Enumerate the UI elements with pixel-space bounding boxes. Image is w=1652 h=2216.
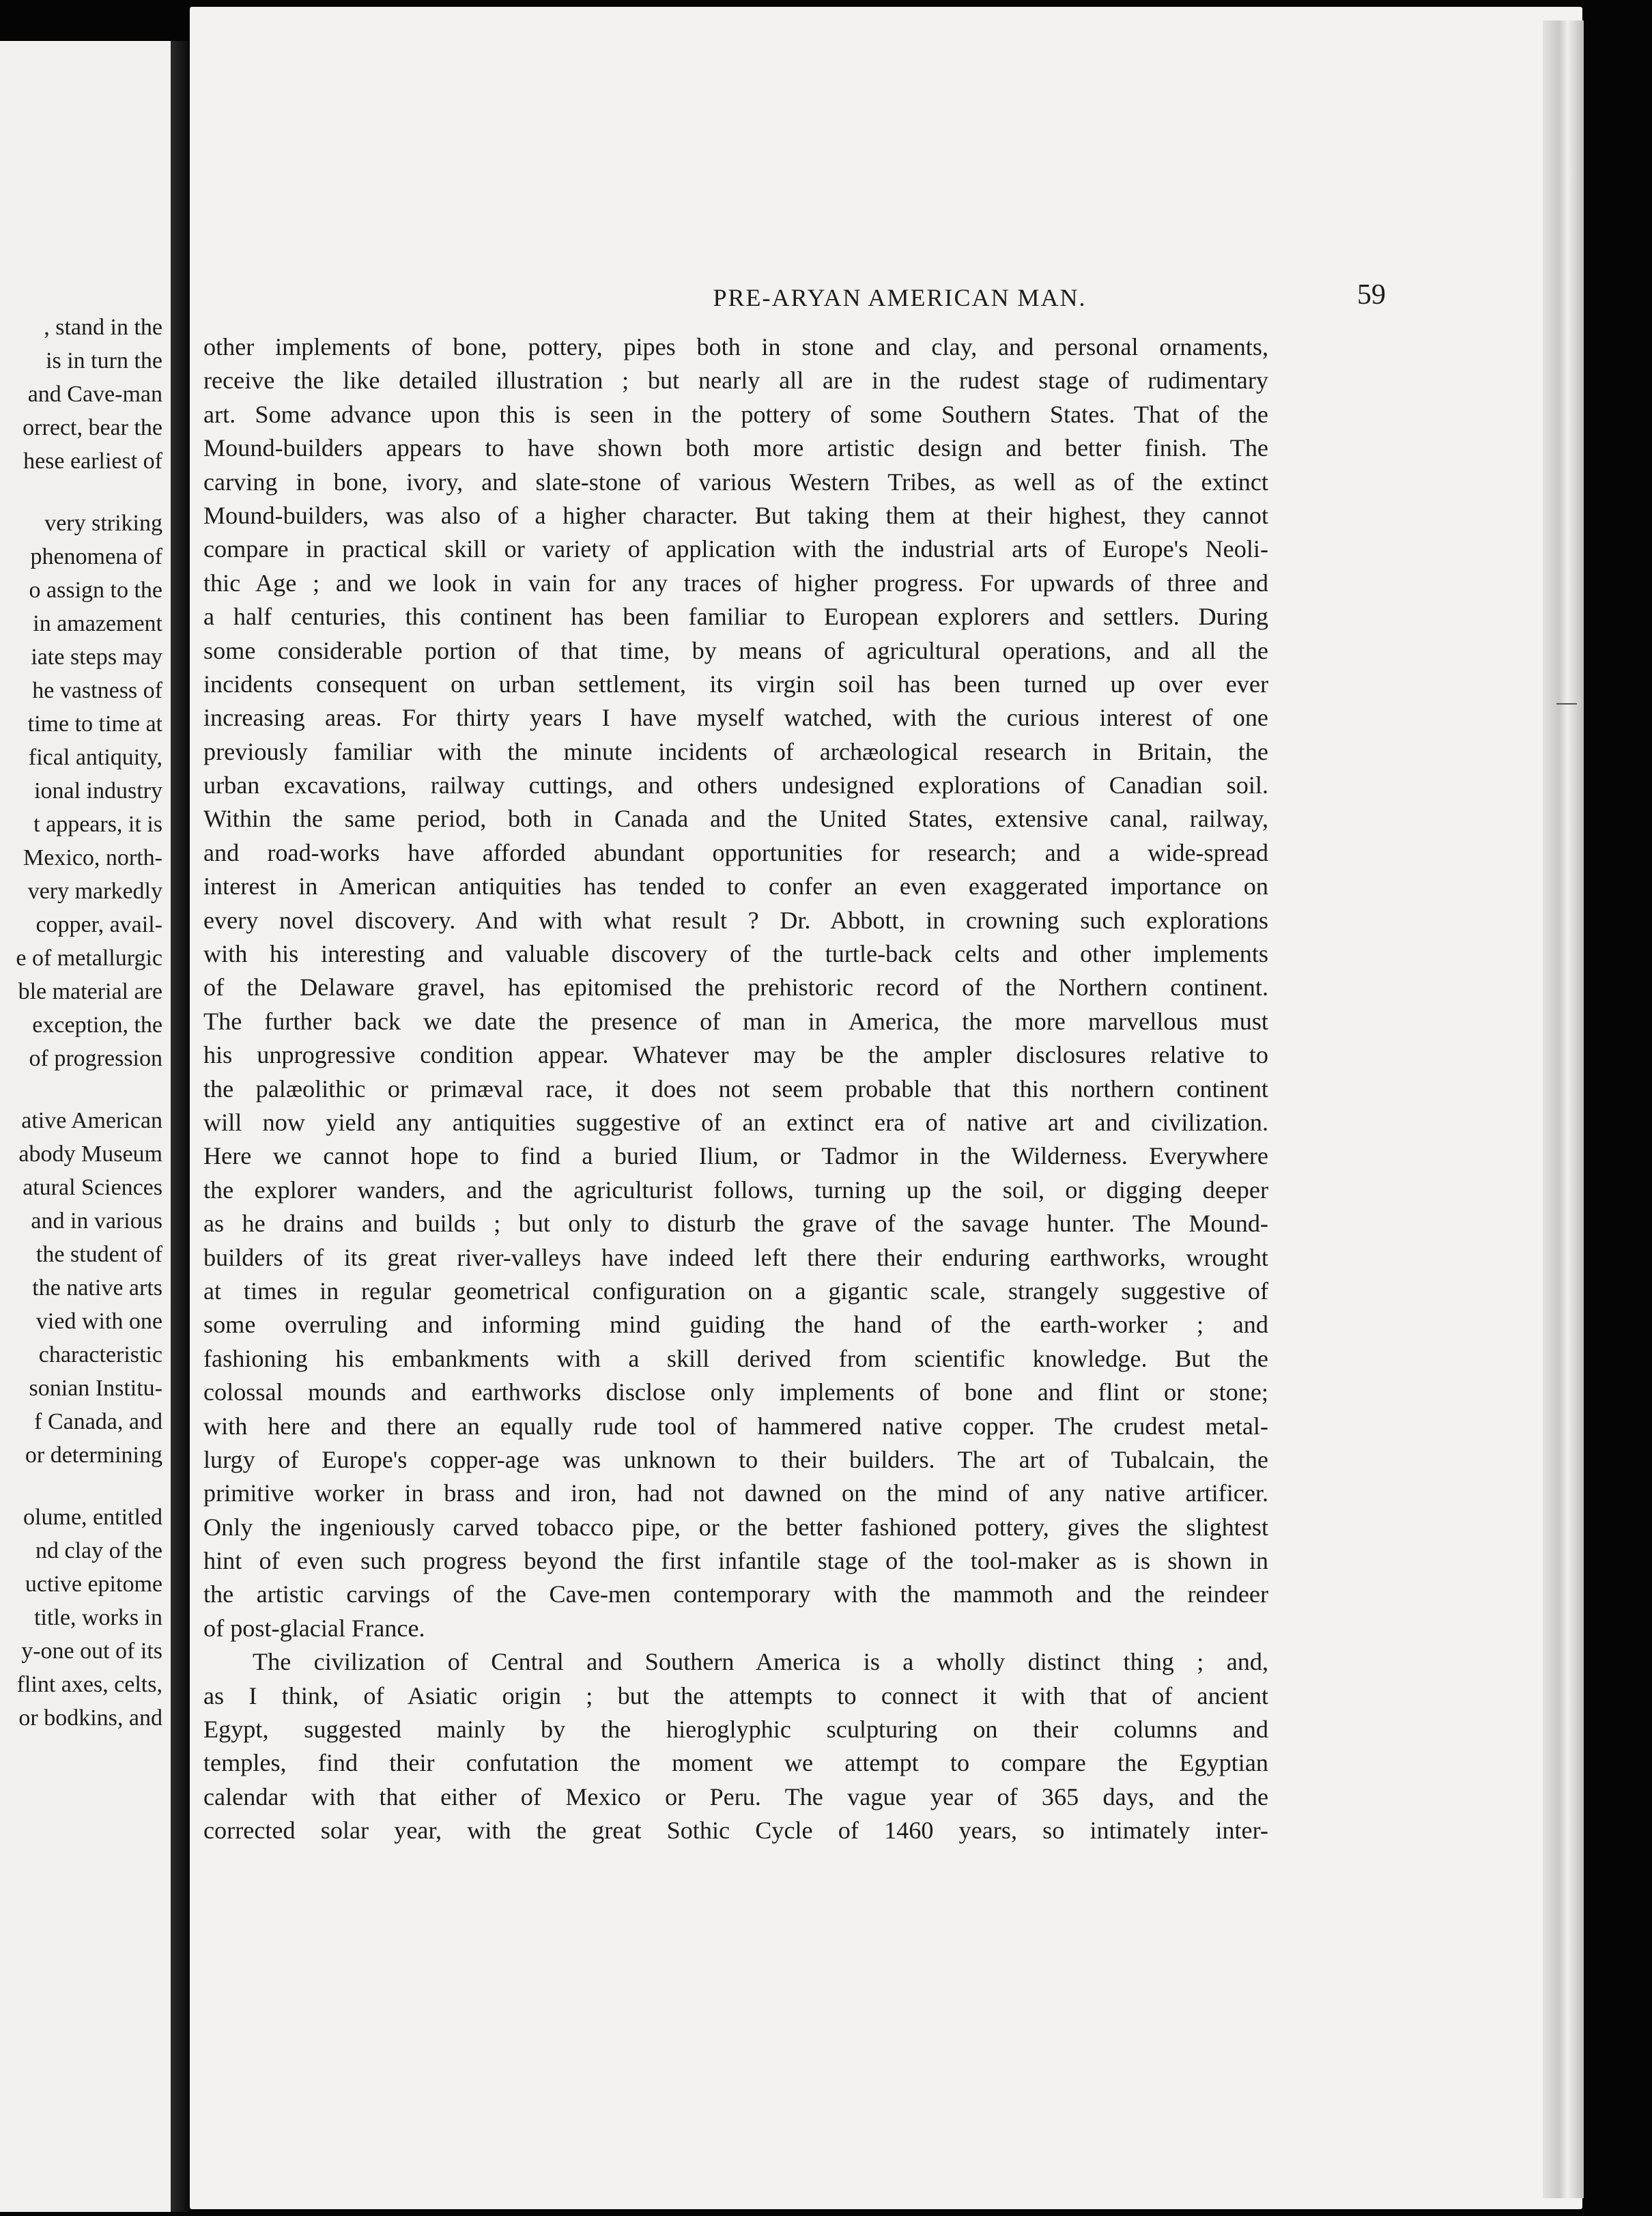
facing-page-line: and in various (31, 1208, 162, 1234)
facing-page-line: ble material are (18, 979, 162, 1004)
facing-page-line: title, works in (34, 1605, 162, 1630)
text-line: fashioning his embankments with a skill derived from scientific knowledge. But the (203, 1344, 1268, 1372)
text-line: builders of its great river-valleys have indeed left there their enduring earthworks, wrought (203, 1243, 1268, 1271)
page-edge (1543, 20, 1584, 2198)
text-line: other implements of bone, pottery, pipes both in stone and clay, and personal ornaments, (203, 333, 1268, 360)
text-line: calendar with that either of Mexico or Peru. The vague year of 365 days, and the (203, 1782, 1268, 1810)
facing-page-line: orrect, bear the (23, 415, 162, 440)
text-line: and road-works have afforded abundant opportunities for research; and a wide-spread (203, 838, 1268, 866)
text-line: Here we cannot hope to find a buried Ilium, or Tadmor in the Wilderness. Everywhere (203, 1142, 1268, 1170)
facing-page-line: flint axes, celts, (16, 1672, 162, 1697)
text-line: Only the ingeniously carved tobacco pipe, or the better fashioned pottery, gives the slightest (203, 1513, 1268, 1541)
text-line: the artistic carvings of the Cave-men contemporary with the mammoth and the reindeer (203, 1580, 1268, 1608)
text-line: Mound-builders, was also of a higher character. But taking them at their highest, they cannot (203, 501, 1268, 529)
text-line: The civilization of Central and Southern America is a wholly distinct thing ; and, (253, 1648, 1268, 1676)
facing-page-line: vied with one (35, 1309, 162, 1334)
facing-page-line: the student of (35, 1242, 162, 1267)
text-line: carving in bone, ivory, and slate-stone of various Western Tribes, as well as of the extinct (203, 468, 1268, 496)
facing-page-line: iate steps may (31, 644, 162, 670)
facing-page-line: he vastness of (32, 678, 162, 703)
text-line: incidents consequent on urban settlement, its virgin soil has been turned up over ever (203, 670, 1268, 698)
text-line: lurgy of Europe's copper-age was unknown to their builders. The art of Tubalcain, the (203, 1445, 1268, 1473)
running-head: PRE-ARYAN AMERICAN MAN. (713, 284, 1087, 311)
text-line: art. Some advance upon this is seen in the pottery of some Southern States. That of the (203, 400, 1268, 428)
facing-page-line: t appears, it is (33, 812, 162, 837)
facing-page-line: uctive epitome (25, 1572, 162, 1597)
text-line: temples, find their confutation the moment we attempt to compare the Egyptian (203, 1749, 1268, 1777)
facing-page-line: ional industry (34, 778, 162, 804)
text-line: interest in American antiquities has tended to confer an even exaggerated importance on (203, 872, 1268, 900)
facing-page-line: ative American (21, 1108, 162, 1133)
facing-page-line: nd clay of the (35, 1538, 162, 1563)
facing-page-line: or bodkins, and (18, 1705, 162, 1731)
text-line: every novel discovery. And with what result ? Dr. Abbott, in crowning such explorations (203, 906, 1268, 934)
facing-page-line: very striking (44, 511, 162, 536)
book-page (190, 7, 1582, 2209)
text-line: the explorer wanders, and the agriculturist follows, turning up the soil, or digging deeper (203, 1176, 1268, 1204)
text-line: The further back we date the presence of man in America, the more marvellous must (203, 1007, 1268, 1035)
facing-page-line: very markedly (27, 879, 162, 904)
text-line: receive the like detailed illustration ; but nearly all are in the rudest stage of rudimentary (203, 367, 1268, 395)
facing-page-line: atural Sciences (23, 1175, 162, 1200)
text-line: his unprogressive condition appear. Whatever may be the ampler disclosures relative to (203, 1041, 1268, 1069)
text-line: increasing areas. For thirty years I have myself watched, with the curious interest of one (203, 704, 1268, 732)
text-line: the palæolithic or primæval race, it does not seem probable that this northern continent (203, 1075, 1268, 1103)
text-line: thic Age ; and we look in vain for any traces of higher progress. For upwards of three and (203, 569, 1268, 597)
text-line: at times in regular geometrical configuration on a gigantic scale, strangely suggestive of (203, 1277, 1268, 1305)
text-line: will now yield any antiquities suggestive of an extinct era of native art and civilization. (203, 1108, 1268, 1136)
text-line: as I think, of Asiatic origin ; but the attempts to connect it with that of ancient (203, 1681, 1268, 1709)
text-line: a half centuries, this continent has been familiar to European explorers and settlers. During (203, 603, 1268, 631)
facing-page-line: f Canada, and (34, 1409, 162, 1434)
text-line: previously familiar with the minute incidents of archæological research in Britain, the (203, 737, 1268, 765)
margin-mark (1556, 703, 1577, 705)
text-line: corrected solar year, with the great Sothic Cycle of 1460 years, so intimately inter- (203, 1817, 1268, 1845)
text-line: with his interesting and valuable discovery of the turtle-back celts and other implements (203, 940, 1268, 968)
text-line: primitive worker in brass and iron, had not dawned on the mind of any native artificer. (203, 1479, 1268, 1507)
text-line: Mound-builders appears to have shown both more artistic design and better finish. The (203, 434, 1268, 462)
text-line: some overruling and informing mind guiding the hand of the earth-worker ; and (203, 1311, 1268, 1339)
page-number: 59 (1357, 279, 1386, 311)
text-line: urban excavations, railway cuttings, and others undesigned explorations of Canadian soil. (203, 771, 1268, 799)
facing-page-line: and Cave-man (27, 382, 162, 407)
text-line: of post-glacial France. (203, 1614, 425, 1642)
body-text (203, 330, 1268, 1848)
book-gutter (171, 41, 190, 2212)
facing-page-line: copper, avail- (35, 912, 162, 937)
facing-page-line: the native arts (32, 1275, 162, 1301)
text-line: with here and there an equally rude tool of hammered native copper. The crudest metal- (203, 1412, 1268, 1440)
text-line: hint of even such progress beyond the first infantile stage of the tool-maker as is shown in (203, 1547, 1268, 1575)
facing-page-line: of progression (29, 1046, 162, 1071)
facing-page-line: exception, the (32, 1012, 162, 1038)
facing-page-line: time to time at (27, 711, 162, 737)
facing-page-line: sonian Institu- (29, 1376, 162, 1401)
text-line: colossal mounds and earthworks disclose only implements of bone and flint or stone; (203, 1378, 1268, 1406)
text-line: compare in practical skill or variety of application with the industrial arts of Europe's Neoli- (203, 535, 1268, 563)
facing-page-line: characteristic (38, 1342, 162, 1367)
facing-page-line: is in turn the (46, 348, 162, 373)
facing-page-line: abody Museum (18, 1141, 162, 1167)
facing-page-line: hese earliest of (23, 449, 162, 474)
text-line: Egypt, suggested mainly by the hieroglyphic sculpturing on their columns and (203, 1716, 1268, 1744)
text-line: of the Delaware gravel, has epitomised the prehistoric record of the Northern continent. (203, 974, 1268, 1002)
facing-page-line: Mexico, north- (23, 845, 162, 870)
facing-page-fragment (0, 41, 171, 2212)
facing-page-line: , stand in the (44, 315, 162, 340)
facing-page-line: in amazement (33, 611, 162, 636)
facing-page-line: y-one out of its (21, 1638, 162, 1664)
facing-page-line: fical antiquity, (28, 745, 162, 770)
facing-page-line: o assign to the (29, 578, 162, 603)
facing-page-line: e of metallurgic (16, 946, 162, 971)
text-line: some considerable portion of that time, by means of agricultural operations, and all the (203, 636, 1268, 664)
facing-page-line: phenomena of (30, 544, 162, 569)
text-line: as he drains and builds ; but only to disturb the grave of the savage hunter. The Mound- (203, 1210, 1268, 1238)
facing-page-line: olume, entitled (23, 1505, 162, 1530)
text-line: Within the same period, both in Canada and the United States, extensive canal, railway, (203, 805, 1268, 833)
facing-page-line: or determining (25, 1443, 162, 1468)
